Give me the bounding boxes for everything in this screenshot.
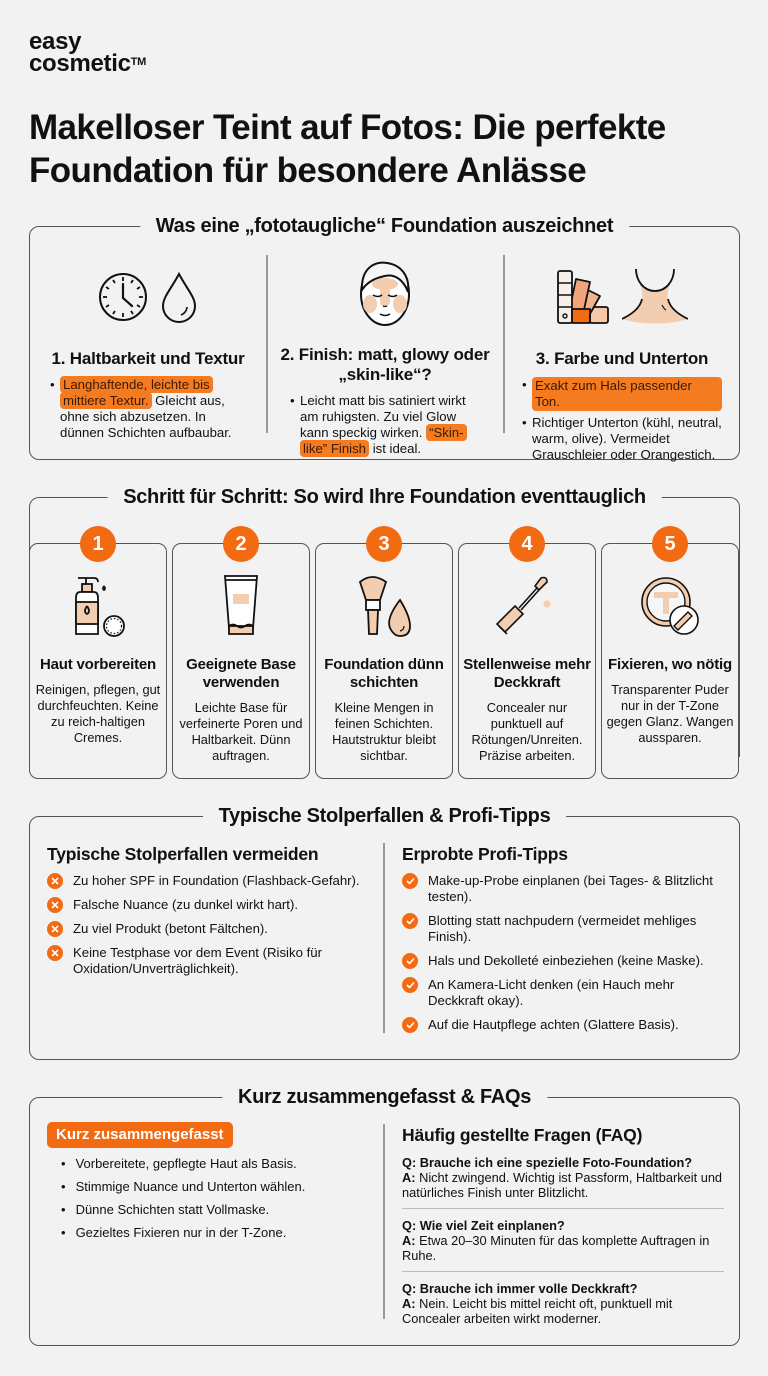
faq-question: Q: Brauche ich immer volle Deckkraft? (402, 1281, 638, 1296)
neck-icon (622, 269, 688, 325)
x-circle-icon (47, 873, 63, 889)
feature-durability-texture: 1. Haltbarkeit und Textur • Langhaftende, leichte bis mittiere Textur. Gleicht aus, ohne sich abzusetzen. In dünnen Schichten aufbaubar. (30, 227, 266, 459)
tips-heading: Erprobte Profi-Tipps (402, 844, 568, 864)
feature-color-undertone: 3. Farbe und Unterton • Exakt zum Hals passender Ton. • Richtiger Unterton (kühl, neutral, warm, olive). Vermeidet Grauschleier oder Orangestich. (504, 227, 740, 459)
section-summary-faq (29, 1086, 740, 1346)
feature-text-after: ist ideal. (369, 441, 422, 456)
faq-answer-label: A: (402, 1296, 416, 1311)
step-number-badge: 3 (366, 526, 402, 562)
step-heading: Haut vorbereiten (40, 656, 156, 673)
step-heading: Fixieren, wo nötig (608, 656, 732, 673)
check-circle-icon (402, 873, 418, 889)
pitfall-item: Zu hoher SPF in Foundation (Flashback-Gefahr). (73, 873, 360, 888)
step-number-badge: 5 (652, 526, 688, 562)
tip-item: Hals und Dekolleté einbeziehen (keine Maske). (428, 953, 704, 968)
highlight-text: Langhaftende, leichte bis mittiere Textur. (60, 376, 213, 409)
column-divider (383, 843, 385, 1033)
tip-item: An Kamera-Licht denken (ein Hauch mehr Deckkraft okay). (428, 977, 675, 1008)
step-number-badge: 2 (223, 526, 259, 562)
tip-item: Auf die Hautpflege achten (Glattere Basis). (428, 1017, 679, 1032)
x-circle-icon (47, 945, 63, 961)
step-text: Reinigen, pflegen, gut durchfeuchten. Keine zu reich-haltigen Cremes. (35, 682, 161, 745)
faq-item (402, 1155, 724, 1209)
highlight-text: “Skin-like” Finish (300, 424, 467, 457)
step-card-3 (315, 533, 453, 779)
brand-line2: cosmetic (29, 50, 131, 77)
page-title: Makelloser Teint auf Fotos: Die perfekte Foundation für besondere Anlässe (29, 108, 666, 190)
step-text: Concealer nur punktuell auf Rötungen/Unreiten. Präzise arbeiten. (471, 700, 583, 763)
feature-text: Leicht matt bis satiniert wirkt am ruhigsten. Zu viel Glow kann speckig wirken. (300, 393, 466, 440)
step-card-2 (172, 533, 310, 779)
check-circle-icon (402, 913, 418, 929)
feature-text: Richtiger Unterton (kühl, neutral, warm, olive). Vermeidet Grauschleier oder Orangestich. (532, 415, 722, 462)
check-circle-icon (402, 953, 418, 969)
summary-panel: Kurz zusammengefasst • Vorbereitete, gepflegte Haut als Basis. • Stimmige Nuance und Unterton wählen. • Dünne Schichten statt Vollmaske. • Gezieltes Fixieren nur in der T-Zone. (47, 1098, 367, 1345)
x-circle-icon (47, 897, 63, 913)
section-pitfalls-tips (29, 805, 740, 1060)
section-title: Kurz zusammengefasst & FAQs (222, 1084, 547, 1110)
section-title: Typische Stolperfallen & Profi-Tipps (203, 803, 567, 829)
feature-heading: 3. Farbe und Unterton (535, 349, 709, 368)
brand-logo (29, 28, 146, 77)
step-text: Leichte Base für verfeinerte Poren und Haltbarkeit. Dünn auftragen. (179, 700, 303, 763)
tips-panel (402, 817, 732, 1059)
section-title: Was eine „fototaugliche“ Foundation auszeichnet (140, 213, 629, 239)
feature-heading: 2. Finish: matt, glowy oder „skin-like“? (280, 345, 490, 384)
step-card-1 (29, 533, 167, 779)
faq-heading: Häufig gestellte Fragen (FAQ) (402, 1125, 643, 1145)
pitfall-item: Falsche Nuance (zu dunkel wirkt hart). (73, 897, 299, 912)
faq-question: Q: Brauche ich eine spezielle Foto-Foundation? (402, 1155, 693, 1170)
feature-finish: 2. Finish: matt, glowy oder „skin-like“? • Leicht matt bis satiniert wirkt am ruhigsten. Zu viel Glow kann speckig wirken. “Skin-like” Finish ist ideal. (267, 227, 503, 459)
step-heading: Foundation dünn schichten (324, 656, 444, 691)
step-heading: Stellenweise mehr Deckkraft (463, 656, 591, 691)
primer-tube-icon (221, 574, 261, 638)
drop-icon (159, 271, 199, 323)
faq-question: Q: Wie viel Zeit einplanen? (402, 1218, 565, 1233)
step-heading: Geeignete Base verwenden (186, 656, 296, 691)
pitfalls-panel (47, 817, 377, 1059)
highlight-text: Exakt zum Hals passender Ton. (532, 377, 722, 411)
pitfalls-heading: Typische Stolperfallen vermeiden (47, 844, 319, 864)
column-divider (383, 1124, 385, 1319)
step-card-4 (458, 533, 596, 779)
pitfall-item: Zu viel Produkt (betont Fältchen). (73, 921, 268, 936)
concealer-wand-icon (495, 574, 559, 638)
step-number-badge: 1 (80, 526, 116, 562)
faq-answer-label: A: (402, 1233, 416, 1248)
pitfall-item: Keine Testphase vor dem Event (Risiko für Oxidation/Unverträglichkeit). (73, 945, 322, 976)
face-icon (353, 254, 417, 334)
color-swatch-icon (556, 269, 612, 325)
faq-item (402, 1218, 724, 1272)
faq-panel (402, 1098, 724, 1345)
summary-item: Vorbereitete, gepflegte Haut als Basis. (75, 1156, 297, 1171)
faq-answer: Etwa 20–30 Minuten für das komplette Auftragen in Ruhe. (402, 1233, 710, 1263)
faq-answer-label: A: (402, 1170, 416, 1185)
powder-compact-icon (638, 574, 702, 638)
faq-answer: Nein. Leicht bis mittel reicht oft, punktuell mit Concealer arbeiten wirkt moderner. (402, 1296, 673, 1326)
tip-item: Make-up-Probe einplanen (bei Tages- & Blitzlicht testen). (428, 873, 713, 904)
step-text: Kleine Mengen in feinen Schichten. Hautstruktur bleibt sichtbar. (332, 700, 436, 763)
check-circle-icon (402, 977, 418, 993)
brush-sponge-icon (354, 574, 414, 638)
feature-heading: 1. Haltbarkeit und Textur (51, 349, 245, 368)
trademark: TM (130, 56, 146, 68)
brand-line1: easy (29, 28, 82, 55)
step-number-badge: 4 (509, 526, 545, 562)
summary-item: Dünne Schichten statt Vollmaske. (75, 1202, 270, 1217)
clock-icon (97, 271, 149, 323)
summary-item: Gezieltes Fixieren nur in der T-Zone. (75, 1225, 287, 1240)
summary-badge: Kurz zusammengefasst (47, 1122, 233, 1148)
section-title: Schritt für Schritt: So wird Ihre Foundation eventtauglich (107, 484, 662, 510)
faq-item (402, 1281, 724, 1334)
x-circle-icon (47, 921, 63, 937)
summary-item: Stimmige Nuance und Unterton wählen. (75, 1179, 306, 1194)
step-card-5 (601, 533, 739, 779)
section-photo-ready-foundation (29, 215, 740, 462)
feature-text: Gleicht aus, ohne sich abzusetzen. In dünnen Schichten aufbaubar. (60, 393, 232, 440)
check-circle-icon (402, 1017, 418, 1033)
faq-answer: Nicht zwingend. Wichtig ist Passform, Haltbarkeit und natürliches Finish unter Blitzlicht. (402, 1170, 723, 1200)
tip-item: Blotting statt nachpudern (vermeidet mehliges Finish). (428, 913, 697, 944)
cleanser-bottle-icon (68, 574, 128, 638)
step-text: Transparenter Puder nur in der T-Zone gegen Glanz. Wangen aussparen. (606, 682, 734, 745)
